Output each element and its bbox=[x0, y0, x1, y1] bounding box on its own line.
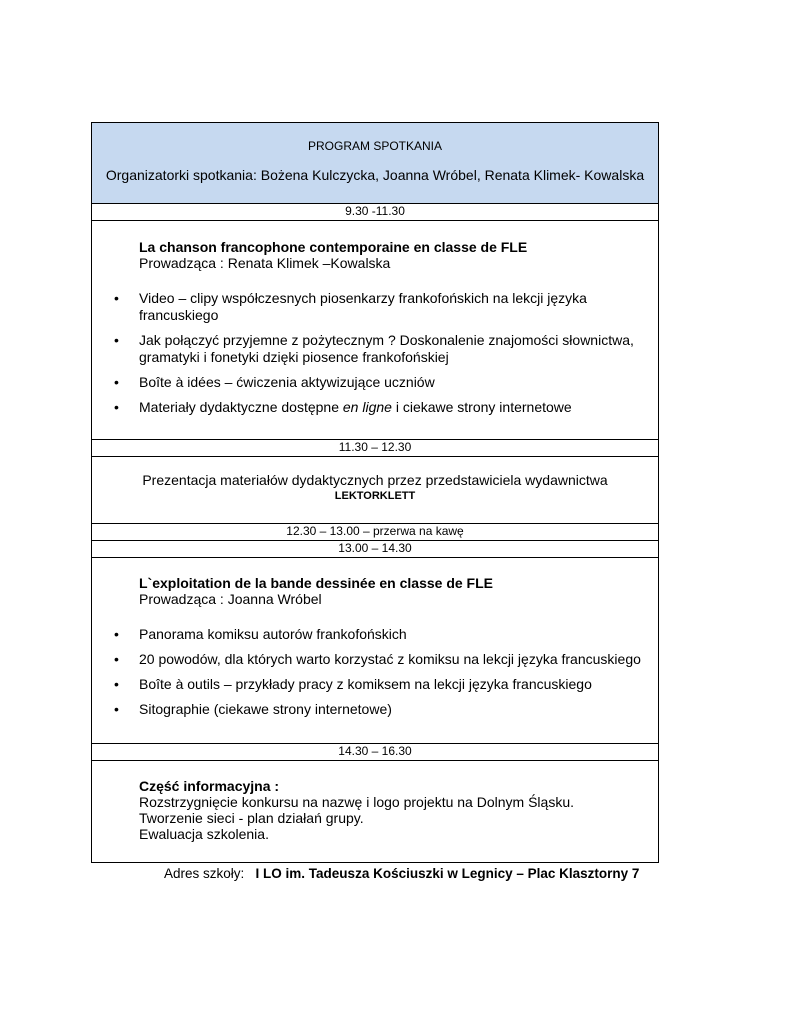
list-item: • Sitographie (ciekawe strony internetowe) bbox=[92, 701, 658, 718]
time-slot-3: 13.00 – 14.30 bbox=[92, 541, 658, 558]
organizers-line: Organizatorki spotkania: Bożena Kulczycka, Joanna Wróbel, Renata Klimek- Kowalska bbox=[105, 167, 645, 183]
session-title: Część informacyjna : bbox=[139, 778, 280, 794]
item-text: Materiały dydaktyczne dostępne bbox=[139, 399, 343, 415]
address-value: I LO im. Tadeusza Kościuszki w Legnicy – Plac Klasztorny 7 bbox=[255, 866, 640, 881]
time-slot-break: 12.30 – 13.00 – przerwa na kawę bbox=[92, 524, 658, 541]
school-address bbox=[164, 866, 639, 881]
info-line: Tworzenie sieci - plan działań grupy. bbox=[139, 810, 364, 826]
item-emphasis: en ligne bbox=[342, 399, 392, 415]
list-item: • Panorama komiksu autorów frankofońskich bbox=[92, 626, 658, 643]
session-title: La chanson francophone contemporaine en classe de FLE bbox=[139, 239, 528, 255]
time-slot-4: 14.30 – 16.30 bbox=[92, 744, 658, 761]
info-line: Rozstrzygnięcie konkursu na nazwę i logo projektu na Dolnym Śląsku. bbox=[139, 794, 574, 810]
session-chanson bbox=[92, 221, 658, 440]
session-title: L`exploitation de la bande dessinée en classe de FLE bbox=[139, 575, 493, 591]
list-item: • Jak połączyć przyjemne z pożytecznym ? Doskonalenie znajomości słownictwa, gramatyki i fonetyki dzięki piosence frankofońskiej bbox=[92, 332, 658, 366]
session-leader: Prowadząca : Joanna Wróbel bbox=[139, 591, 322, 607]
publisher-name: LEKTORKLETT bbox=[334, 490, 416, 502]
program-header bbox=[92, 123, 658, 204]
publisher-text: Prezentacja materiałów dydaktycznych przez przedstawiciela wydawnictwa bbox=[142, 472, 608, 488]
item-text: i ciekawe strony internetowe bbox=[391, 399, 572, 415]
session-publisher bbox=[92, 457, 658, 524]
session-info bbox=[92, 761, 658, 862]
info-line: Ewaluacja szkolenia. bbox=[139, 826, 269, 842]
program-table bbox=[91, 122, 659, 863]
program-title: PROGRAM SPOTKANIA bbox=[307, 139, 443, 153]
session-bd bbox=[92, 558, 658, 744]
address-label: Adres szkoły: bbox=[164, 866, 245, 881]
session-items bbox=[92, 626, 658, 718]
list-item: • Video – clipy współczesnych piosenkarzy frankofońskich na lekcji języka francuskiego bbox=[92, 290, 658, 324]
time-slot-1: 9.30 -11.30 bbox=[92, 204, 658, 221]
session-leader: Prowadząca : Renata Klimek –Kowalska bbox=[139, 255, 391, 271]
list-item bbox=[92, 399, 658, 416]
time-slot-2: 11.30 – 12.30 bbox=[92, 440, 658, 457]
list-item: • Boîte à outils – przykłady pracy z komiksem na lekcji języka francuskiego bbox=[92, 676, 658, 693]
list-item: • 20 powodów, dla których warto korzystać z komiksu na lekcji języka francuskiego bbox=[92, 651, 658, 668]
session-items bbox=[92, 290, 658, 416]
list-item: • Boîte à idées – ćwiczenia aktywizujące uczniów bbox=[92, 374, 658, 391]
